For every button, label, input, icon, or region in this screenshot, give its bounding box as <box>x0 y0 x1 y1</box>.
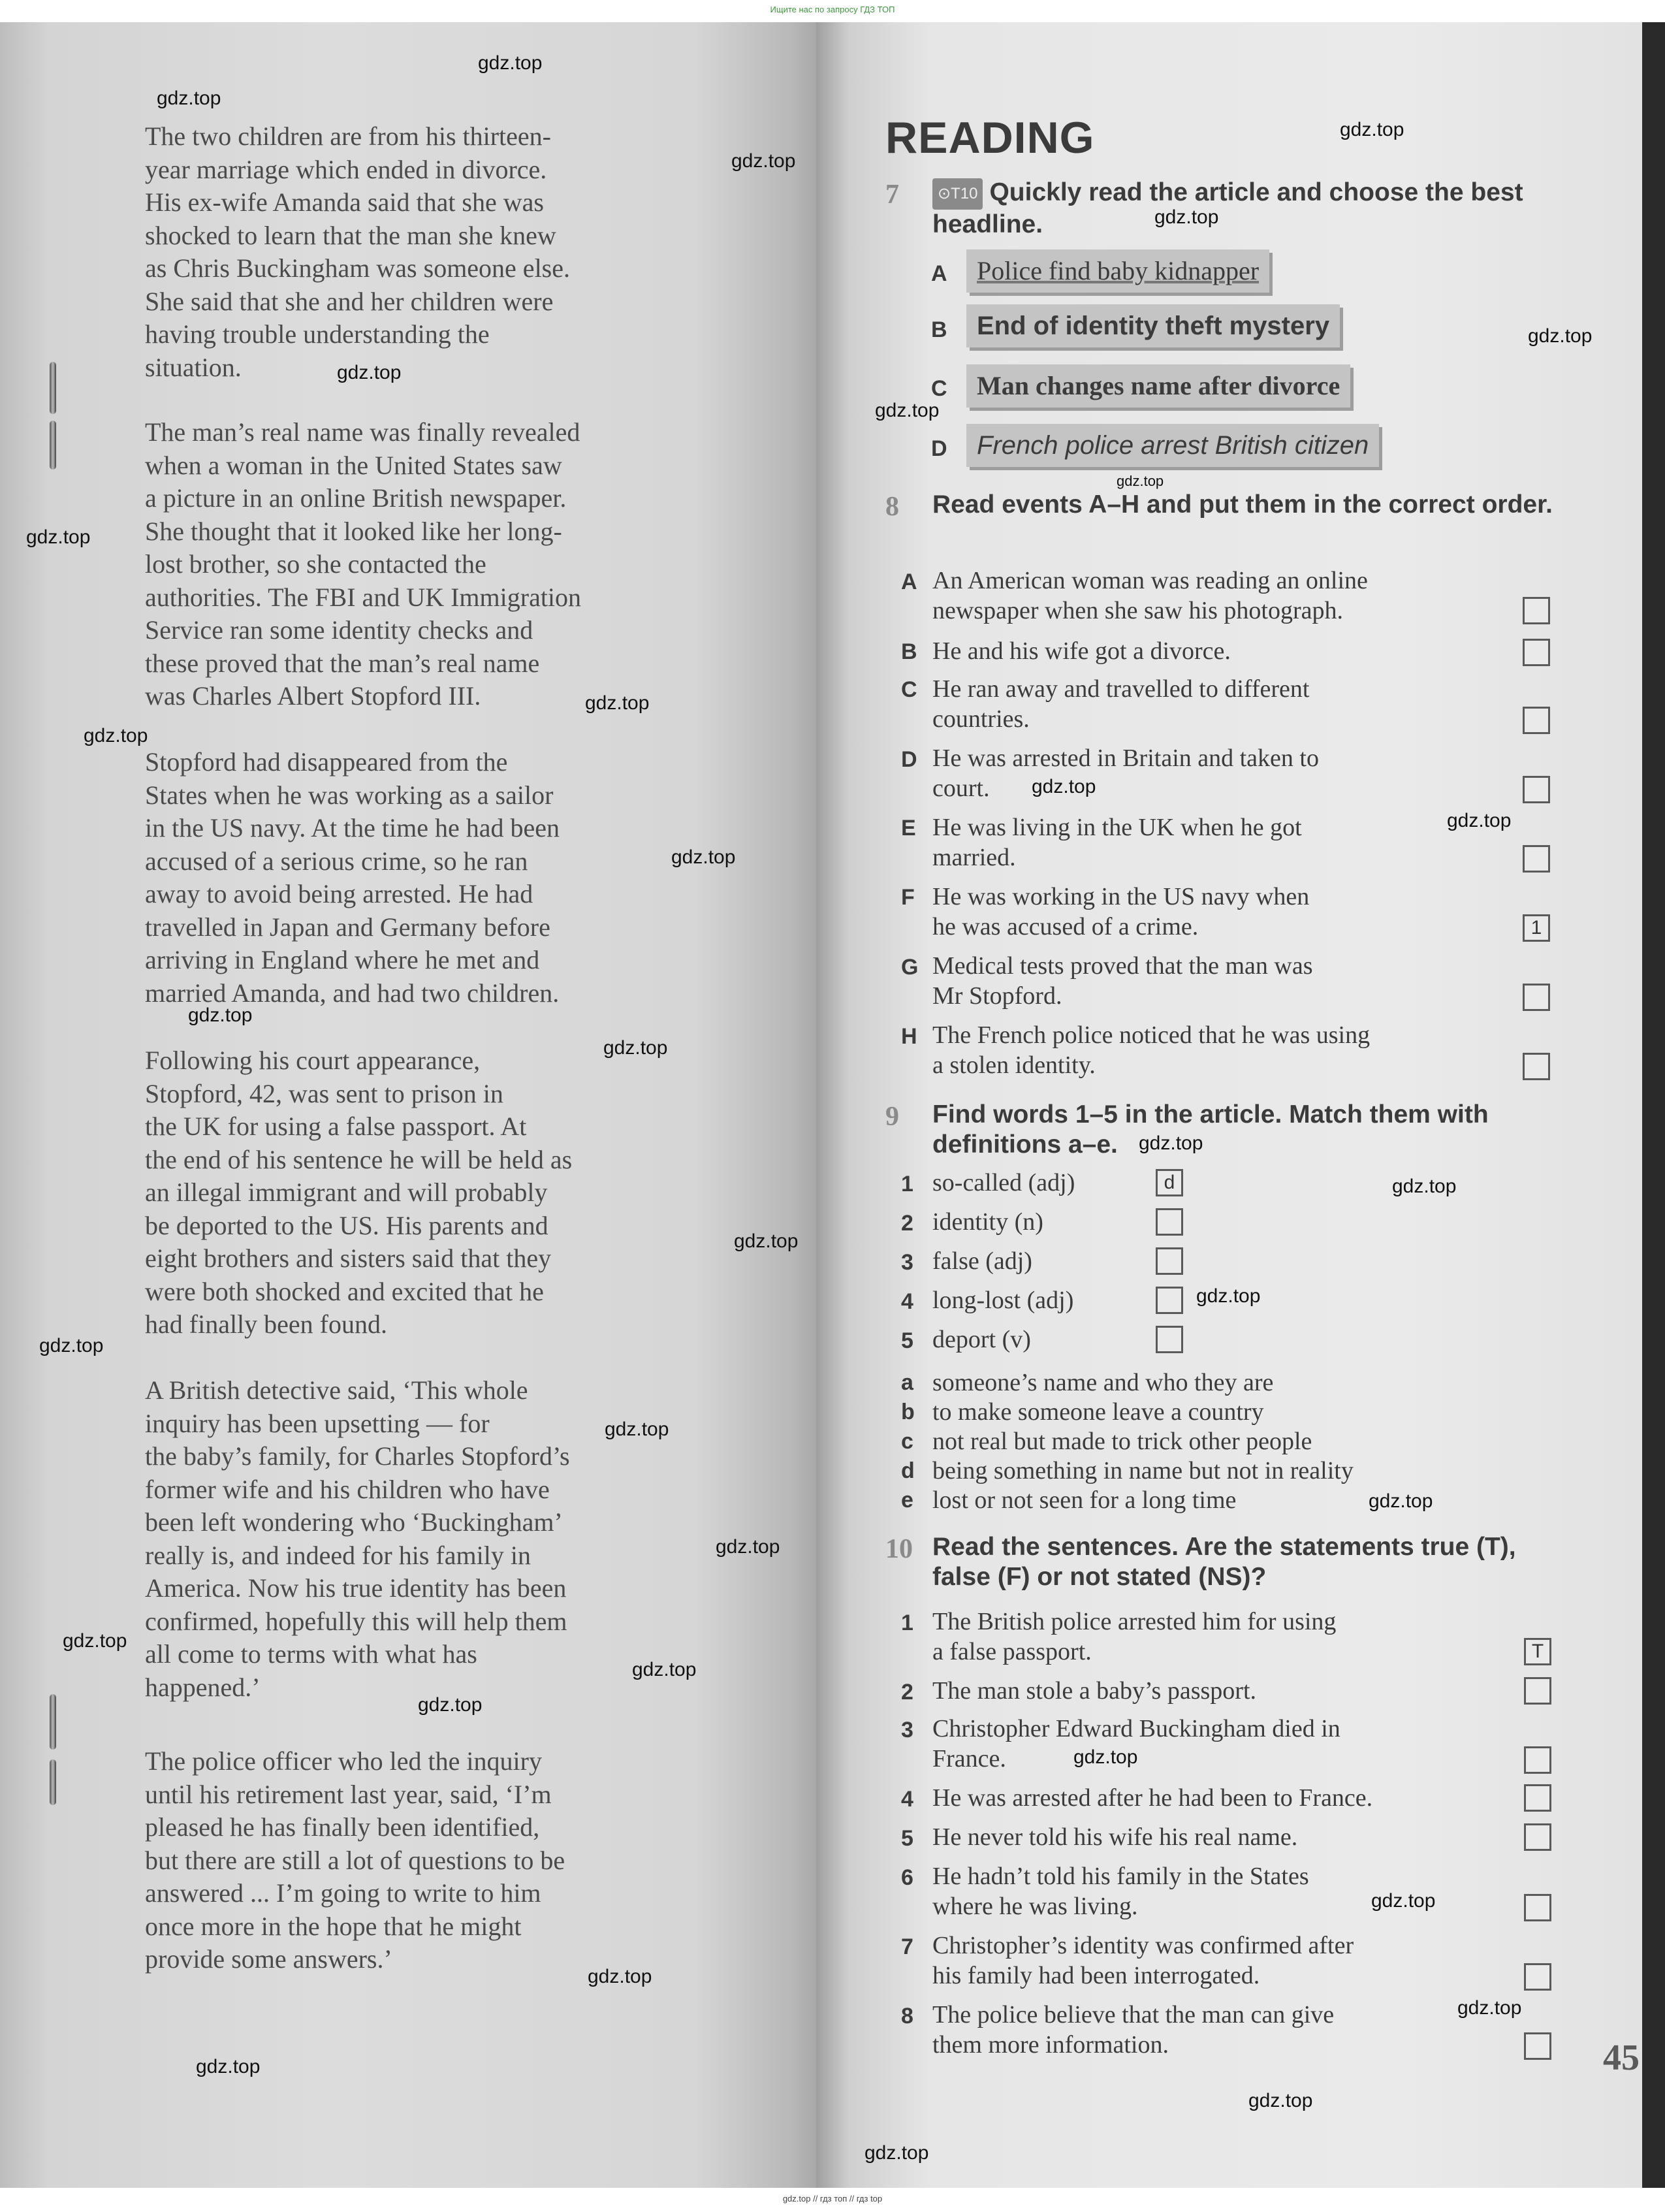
event-text: He was living in the UK when he got married. <box>932 814 1302 871</box>
watermark: gdz.top <box>1340 119 1404 140</box>
watermark: gdz.top <box>588 1966 652 1987</box>
statement-text: He hadn’t told his family in the States where he was living. <box>932 1863 1309 1920</box>
question-8-text: Read events A–H and put them in the correct order. <box>932 490 1553 519</box>
page-number: 45 <box>1603 2038 1640 2078</box>
watermark: gdz.top <box>1528 325 1593 347</box>
event-text: The French police noticed that he was using a stolen identity. <box>932 1021 1371 1079</box>
statement-number: 3 <box>901 1718 913 1742</box>
word-number: 4 <box>901 1289 913 1314</box>
statement-text: The man stole a baby’s passport. <box>932 1677 1257 1705</box>
watermark: gdz.top <box>603 1037 668 1059</box>
answer-box[interactable] <box>1524 1963 1551 1991</box>
match-box[interactable] <box>1156 1208 1183 1236</box>
event-text: He and his wife got a divorce. <box>932 637 1231 665</box>
order-box[interactable] <box>1523 597 1550 624</box>
word-number: 3 <box>901 1250 913 1275</box>
question-7-text: ⊙T10 Quickly read the article and choose the best headline. <box>932 178 1523 238</box>
order-box[interactable]: 1 <box>1523 914 1550 942</box>
answer-box[interactable] <box>1524 1823 1551 1851</box>
watermark: gdz.top <box>1248 2090 1313 2111</box>
bottom-banner-text: gdz.top // гдз топ // гдз top <box>782 2194 883 2204</box>
question-10-text: Read the sentences. Are the statements true (T), false (F) or not stated (NS)? <box>932 1533 1516 1591</box>
event-text: Medical tests proved that the man was Mr Stopford. <box>932 952 1313 1010</box>
staple-mark <box>50 1694 56 1750</box>
watermark: gdz.top <box>188 1004 253 1026</box>
watermark: gdz.top <box>1032 776 1096 797</box>
top-banner <box>0 0 1665 22</box>
event-letter: D <box>901 747 917 772</box>
headline-option-letter: D <box>931 436 947 461</box>
watermark: gdz.top <box>1371 1890 1436 1912</box>
order-box[interactable] <box>1523 707 1550 734</box>
book-spread <box>0 22 1665 2188</box>
word-text: deport (v) <box>932 1326 1031 1353</box>
order-box[interactable] <box>1523 984 1550 1011</box>
match-box[interactable] <box>1156 1247 1183 1275</box>
word-text: false (adj) <box>932 1247 1032 1275</box>
headline-option-letter: B <box>931 317 947 342</box>
watermark: gdz.top <box>1457 1997 1522 2019</box>
watermark: gdz.top <box>1447 810 1512 831</box>
order-box[interactable] <box>1523 845 1550 873</box>
event-letter: G <box>901 955 919 980</box>
watermark: gdz.top <box>1369 1490 1433 1512</box>
watermark: gdz.top <box>84 725 148 746</box>
event-letter: B <box>901 639 917 664</box>
answer-box[interactable] <box>1524 2032 1551 2060</box>
definition-letter: b <box>901 1400 915 1424</box>
watermark: gdz.top <box>1073 1746 1138 1768</box>
left-page <box>0 22 816 2188</box>
watermark: gdz.top <box>585 692 650 714</box>
event-letter: A <box>901 569 917 594</box>
question-7-number: 7 <box>885 180 899 210</box>
statement-number: 4 <box>901 1787 913 1812</box>
section-title: READING <box>885 113 1095 163</box>
watermark: gdz.top <box>1154 206 1219 228</box>
question-9-text: Find words 1–5 in the article. Match them with definitions a–e. <box>932 1100 1489 1159</box>
watermark: gdz.top <box>1139 1132 1203 1154</box>
watermark: gdz.top <box>26 526 91 548</box>
event-text: An American woman was reading an online newspaper when she saw his photograph. <box>932 567 1368 624</box>
statement-number: 6 <box>901 1865 913 1890</box>
definition-letter: d <box>901 1458 915 1483</box>
answer-box[interactable] <box>1524 1894 1551 1921</box>
page-edge <box>1642 22 1665 2188</box>
definition-text: not real but made to trick other people <box>932 1428 1312 1455</box>
definition-text: lost or not seen for a long time <box>932 1486 1237 1514</box>
headline-option-letter: A <box>931 261 947 286</box>
statement-text: The police believe that the man can give them more information. <box>932 2001 1335 2059</box>
question-9-number: 9 <box>885 1102 899 1132</box>
statement-number: 7 <box>901 1934 913 1959</box>
word-text: so-called (adj) <box>932 1169 1075 1196</box>
statement-number: 5 <box>901 1826 913 1851</box>
watermark: gdz.top <box>875 400 940 421</box>
article-paragraph: The police officer who led the inquiry until his retirement last year, said, ‘I’m pleased he has finally been identified, but there are still a lot of questions to be answered ... I’m going to write to him once more in the hope that he might provide some answers.’ <box>145 1746 565 1974</box>
headline-option-d: French police arrest British citizen <box>966 424 1379 467</box>
headline-option-b: End of identity theft mystery <box>966 304 1340 347</box>
watermark: gdz.top <box>734 1230 799 1252</box>
headline-option-letter: C <box>931 376 947 401</box>
article-paragraph: The man’s real name was finally revealed when a woman in the United States saw a picture in an online British newspaper. She thought that it looked like her long- lost brother, so she contacted the authorities. The FBI and UK Immigration Service ran some identity checks and these proved that the man’s real name was Charles Albert Stopford III. <box>145 417 582 711</box>
order-box[interactable] <box>1523 639 1550 666</box>
statement-text: Christopher Edward Buckingham died in France. <box>932 1715 1340 1772</box>
event-letter: H <box>901 1024 917 1049</box>
definition-letter: c <box>901 1429 913 1454</box>
watermark: gdz.top <box>671 846 736 868</box>
answer-box[interactable] <box>1524 1677 1551 1705</box>
definition-text: being something in name but not in reality <box>932 1457 1354 1484</box>
audio-track-icon: ⊙T10 <box>932 178 983 210</box>
watermark: gdz.top <box>157 88 221 109</box>
headline-option-a: Police find baby kidnapper <box>966 249 1269 293</box>
statement-text: He never told his wife his real name. <box>932 1823 1298 1851</box>
answer-box[interactable] <box>1524 1746 1551 1774</box>
watermark: gdz.top <box>39 1335 104 1356</box>
match-box[interactable] <box>1156 1287 1183 1314</box>
watermark: gdz.top <box>1196 1285 1261 1307</box>
order-box[interactable] <box>1523 776 1550 803</box>
event-text: He ran away and travelled to different countries. <box>932 675 1310 733</box>
statement-number: 8 <box>901 2004 913 2028</box>
definition-text: to make someone leave a country <box>932 1398 1264 1426</box>
match-box[interactable]: d <box>1156 1169 1183 1196</box>
question-8-number: 8 <box>885 492 899 522</box>
article-paragraph: Stopford had disappeared from the States when he was working as a sailor in the US navy. At the time he had been accused of a serious crime, so he ran away to avoid being arrested. He had travelled in Japan and Germany before arriving in England where he met and married Amanda, and had two children. <box>145 747 560 1008</box>
statement-text: The British police arrested him for using a false passport. <box>932 1608 1337 1665</box>
watermark: gdz.top <box>63 1630 127 1652</box>
headline-option-c: Man changes name after divorce <box>966 364 1350 408</box>
event-text: He was arrested in Britain and taken to court. <box>932 745 1319 802</box>
staple-mark <box>50 362 56 414</box>
watermark: gdz.top <box>605 1419 669 1440</box>
article-paragraph: Following his court appearance, Stopford, 42, was sent to prison in the UK for using a false passport. At the end of his sentence he will be held as an illegal immigrant and will probably be deported to the US. His parents and eight brothers and sisters said that they were both shocked and excited that he had finally been found. <box>145 1046 573 1339</box>
staple-mark <box>50 1759 56 1805</box>
definition-letter: a <box>901 1370 913 1395</box>
word-number: 1 <box>901 1172 913 1196</box>
event-letter: F <box>901 885 915 910</box>
watermark: gdz.top <box>632 1659 697 1680</box>
event-letter: E <box>901 816 916 841</box>
question-10-number: 10 <box>885 1534 913 1564</box>
order-box[interactable] <box>1523 1053 1550 1080</box>
definition-text: someone’s name and who they are <box>932 1369 1274 1396</box>
staple-mark <box>50 421 56 470</box>
word-text: long-lost (adj) <box>932 1287 1074 1314</box>
answer-box[interactable] <box>1524 1784 1551 1812</box>
event-letter: C <box>901 677 917 702</box>
word-number: 5 <box>901 1328 913 1353</box>
watermark: gdz.top <box>1117 473 1164 489</box>
statement-number: 2 <box>901 1680 913 1705</box>
watermark: gdz.top <box>716 1536 780 1558</box>
answer-box[interactable]: T <box>1524 1638 1551 1665</box>
watermark: gdz.top <box>418 1694 483 1716</box>
event-text: He was working in the US navy when he was accused of a crime. <box>932 883 1310 940</box>
watermark: gdz.top <box>478 52 543 74</box>
article-paragraph: A British detective said, ‘This whole inquiry has been upsetting — for the baby’s family, for Charles Stopford’s former wife and his children who have been left wondering who ‘Buckingham’ really is, and indeed for his family in America. Now his true identity has been confirmed, hopefully this will help them all come to terms with what has happened.’ <box>145 1375 570 1702</box>
watermark: gdz.top <box>337 362 402 383</box>
article-paragraph: The two children are from his thirteen- year marriage which ended in divorce. His ex-wife Amanda said that she was shocked to learn that the man she knew as Chris Buckingham was someone else. She said that she and her children were having trouble understanding the situation. <box>145 121 570 382</box>
word-text: identity (n) <box>932 1208 1043 1236</box>
watermark: gdz.top <box>731 150 796 172</box>
bottom-banner <box>0 2188 1665 2212</box>
watermark: gdz.top <box>196 2056 261 2077</box>
statement-text: Christopher’s identity was confirmed after his family had been interrogated. <box>932 1932 1354 1989</box>
definition-letter: e <box>901 1488 913 1513</box>
watermark: gdz.top <box>864 2142 929 2164</box>
watermark: gdz.top <box>1392 1176 1457 1197</box>
word-number: 2 <box>901 1211 913 1236</box>
statement-text: He was arrested after he had been to France. <box>932 1784 1373 1812</box>
top-banner-text: Ищите нас по запросу ГДЗ ТОП <box>770 5 895 14</box>
match-box[interactable] <box>1156 1326 1183 1353</box>
statement-number: 1 <box>901 1611 913 1635</box>
